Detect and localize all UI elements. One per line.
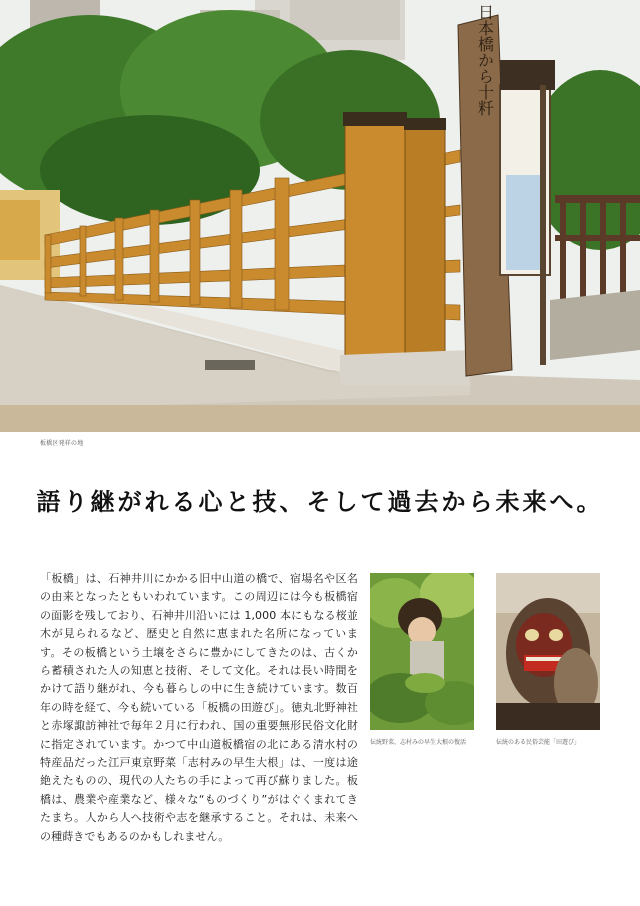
photo-taasobi-mask — [496, 573, 600, 730]
body-paragraph: 「板橋」は、石神井川にかかる旧中山道の橋で、宿場名や区名の由来となったともいわれています。この周辺には今も板橋宿の面影を残しており、石神井川沿いには 1,000 本にもなる桜並木が見られるなど、歴史と自然に恵まれた名所になっています。その板橋という土壌をさらに豊かにしてきたのは、古くから蓄積された人の知恵と技術、そして文化。それは長い時間をかけて語り継がれ、今も暮らしの中に生き続けています。数百年の時を経て、今も続いている「板橋の田遊び」。徳丸北野神社と赤塚諏訪神社で毎年２月に行われ、国の重要無形民俗文化財に指定されています。かつて中山道板橋宿の北にある清水村の特産品だった江戸東京野菜「志村みの早生大根」は、一度は途絶えたものの、現代の人たちの手によって再び蘇りました。板橋は、農業や産業など、様々な“ものづくり”がはぐくまれてきたまち。人から人へ技術や志を継承すること。それは、未来への種蒔きでもあるのかもしれません。 — [40, 572, 358, 843]
page-headline: 語り継がれる心と技、そして過去から未来へ。 — [36, 487, 604, 516]
photo-caption-daikon: 伝統野菜、志村みの早生大根の復活 — [370, 739, 467, 746]
svg-text:日本橋から十粁: 日本橋から十粁 — [475, 4, 495, 116]
hero-caption: 板橋区発祥の地 — [40, 440, 84, 447]
photo-daikon-harvest — [370, 573, 474, 730]
hero-photo — [0, 0, 640, 432]
photo-caption-taasobi: 伝統のある民俗芸能「田遊び」 — [496, 739, 581, 746]
